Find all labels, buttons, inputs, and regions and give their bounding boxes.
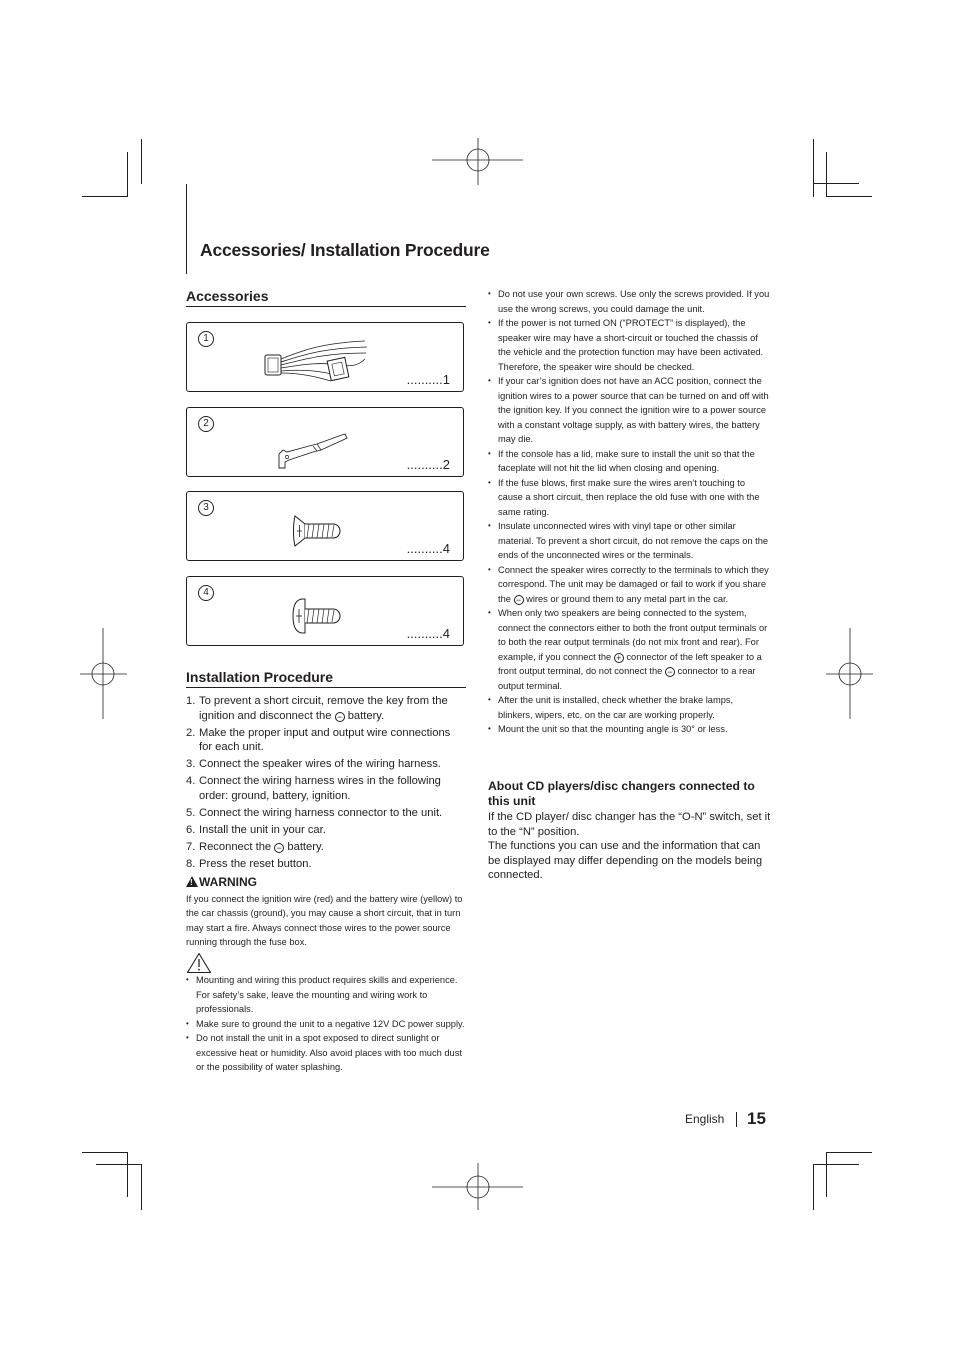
plus-terminal-icon: + bbox=[614, 653, 624, 663]
list-item: • Connect the speaker wires correctly to the terminals to which they correspond. The unit may be damaged or fail to work if you share the − wires or ground them to any metal part in the car. bbox=[488, 563, 770, 607]
list-item: • Do not install the unit in a spot exposed to direct sunlight or excessive heat or humidity. Also avoid places with too much dust or the possibility of water splashing. bbox=[186, 1031, 468, 1075]
item-number: 2 bbox=[198, 416, 214, 432]
list-item: • If the power is not turned ON (“PROTECT” is displayed), the speaker wire may have a short-circuit or touched the chassis of the vehicle and the protection function may have been activated. Therefore, the speaker wire should be checked. bbox=[488, 316, 770, 374]
list-item: 7. Reconnect the − battery. bbox=[186, 840, 324, 853]
minus-terminal-icon: − bbox=[514, 595, 524, 605]
list-item: • Do not use your own screws. Use only the screws provided. If you use the wrong screws, you could damage the unit. bbox=[488, 287, 770, 316]
warning-heading: ! WARNING bbox=[186, 875, 257, 889]
item-quantity: ..........4 bbox=[406, 626, 450, 641]
installation-heading: Installation Procedure bbox=[186, 669, 334, 685]
list-item: 1. To prevent a short circuit, remove the key from the ignition and disconnect the − battery. bbox=[186, 695, 448, 722]
minus-terminal-icon: − bbox=[274, 843, 284, 853]
list-item: • When only two speakers are being connected to the system, connect the connectors either to both the front output terminals or to both the rear output terminals (do not mix front and rear). For example, if you connect the + connector of the left speaker to a front output terminal, do not connect the − connector to a rear output terminal. bbox=[488, 606, 770, 693]
accessory-item bbox=[186, 491, 464, 561]
flat-head-screw-icon bbox=[291, 510, 343, 552]
extraction-key-icon bbox=[273, 424, 353, 472]
list-item: 5. Connect the wiring harness connector to the unit. bbox=[186, 806, 443, 819]
minus-terminal-icon: − bbox=[335, 712, 345, 722]
list-item: • Mounting and wiring this product requires skills and experience. For safety’s sake, leave the mounting and wiring work to professionals. bbox=[186, 973, 468, 1017]
item-number: 4 bbox=[198, 585, 214, 601]
page-title: Accessories/ Installation Procedure bbox=[200, 240, 490, 260]
cd-section-body bbox=[488, 810, 772, 883]
section-rule bbox=[186, 687, 466, 688]
registration-mark-icon bbox=[826, 628, 874, 720]
paragraph: If the CD player/ disc changer has the “O-N” switch, set it to the “N” position. bbox=[488, 811, 771, 838]
round-head-screw-icon bbox=[291, 595, 343, 637]
list-item: 4. Connect the wiring harness wires in the following order: ground, battery, ignition. bbox=[186, 775, 441, 802]
warning-icon: ! bbox=[186, 876, 198, 887]
accessories-heading: Accessories bbox=[186, 288, 269, 304]
list-item: • If the console has a lid, make sure to install the unit so that the faceplate will not hit the lid when closing and opening. bbox=[488, 447, 770, 476]
list-item: 8. Press the reset button. bbox=[186, 857, 312, 870]
item-quantity: ..........2 bbox=[406, 457, 450, 472]
caution-list bbox=[186, 973, 468, 1075]
list-item: 6. Install the unit in your car. bbox=[186, 823, 326, 836]
warning-text: If you connect the ignition wire (red) and the battery wire (yellow) to the car chassis (ground), you may cause a short circuit, that in turn may start a fire. Always connect those wires to the power source running through the fuse box. bbox=[186, 894, 463, 948]
registration-mark-icon bbox=[432, 1163, 524, 1211]
list-item: • Insulate unconnected wires with vinyl tape or other similar material. To prevent a short circuit, do not remove the caps on the ends of the unconnected wires or the terminals. bbox=[488, 519, 770, 563]
notes-list bbox=[488, 287, 770, 737]
accessory-item bbox=[186, 576, 464, 646]
list-item: 3. Connect the speaker wires of the wiring harness. bbox=[186, 758, 441, 771]
item-quantity: ..........1 bbox=[406, 372, 450, 387]
list-item: 2. Make the proper input and output wire connections for each unit. bbox=[186, 726, 451, 754]
footer-language: English bbox=[685, 1112, 725, 1126]
cd-section-heading: About CD players/disc changers connected to this unit bbox=[488, 779, 755, 809]
installation-steps bbox=[186, 694, 466, 874]
accessory-item bbox=[186, 407, 464, 477]
registration-mark-icon bbox=[432, 138, 524, 186]
list-item: • After the unit is installed, check whether the brake lamps, blinkers, wipers, etc. on the car are working properly. bbox=[488, 693, 770, 722]
accessory-item bbox=[186, 322, 464, 392]
item-number: 1 bbox=[198, 331, 214, 347]
list-item: • If the fuse blows, first make sure the wires aren’t touching to cause a short circuit, then replace the old fuse with one with the same rating. bbox=[488, 476, 770, 520]
wiring-harness-icon bbox=[261, 329, 373, 385]
section-rule bbox=[186, 306, 466, 307]
list-item: • Mount the unit so that the mounting angle is 30° or less. bbox=[488, 722, 770, 737]
list-item: • If your car’s ignition does not have an ACC position, connect the ignition wires to a power source that can be turned on and off with the ignition key. If you connect the ignition wire to a power source with a constant voltage supply, as with battery wires, the battery may die. bbox=[488, 374, 770, 447]
list-item: • Make sure to ground the unit to a negative 12V DC power supply. bbox=[186, 1017, 468, 1032]
minus-terminal-icon: − bbox=[665, 667, 675, 677]
item-number: 3 bbox=[198, 500, 214, 516]
caution-triangle-icon bbox=[186, 952, 212, 974]
footer-divider bbox=[736, 1112, 737, 1127]
paragraph: The functions you can use and the information that can be displayed may differ depending on the models being connected. bbox=[488, 840, 763, 882]
item-quantity: ..........4 bbox=[406, 541, 450, 556]
registration-mark-icon bbox=[80, 628, 128, 720]
page-number: 15 bbox=[747, 1109, 766, 1128]
